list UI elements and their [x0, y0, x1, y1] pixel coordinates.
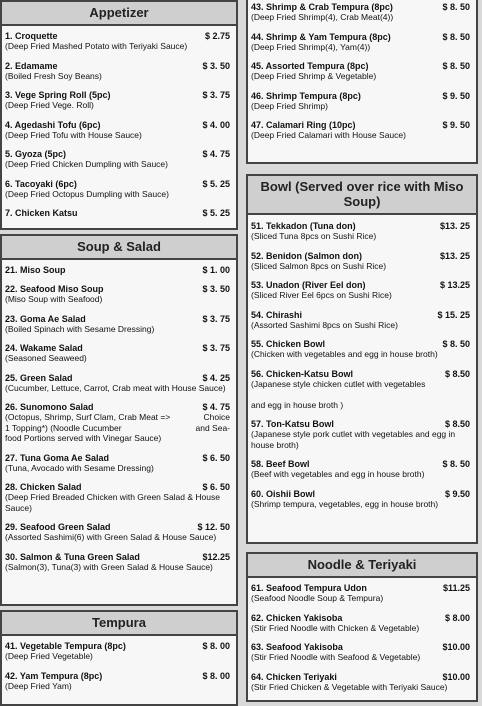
menu-item-description: and egg in house broth ): [251, 399, 344, 410]
menu-item-name: 47. Calamari Ring (10pc): [251, 120, 356, 130]
menu-item-name: 53. Unadon (River Eel don): [251, 280, 366, 290]
menu-item: [2, 265, 236, 275]
menu-item-price: $ 8. 50: [442, 31, 470, 42]
menu-item-name: 45. Assorted Tempura (8pc): [251, 61, 369, 71]
menu-item-name: 7. Chicken Katsu: [5, 208, 78, 218]
menu-item-name: 56. Chicken-Katsu Bowl: [251, 368, 354, 379]
menu-item-price: $ 15. 25: [437, 309, 470, 320]
menu-item-name: 4. Agedashi Tofu (6pc): [5, 119, 101, 130]
menu-item-description: (Deep Fried Calamari with House Sauce): [251, 130, 406, 140]
menu-item-name: 61. Seafood Tempura Udon: [251, 583, 367, 593]
menu-item-description: (Japanese style pork cutlet with vegetables and egg in house broth): [251, 429, 456, 450]
menu-item-name: 62. Chicken Yakisoba: [251, 612, 343, 623]
menu-item-price: $ 8. 50: [442, 61, 470, 71]
menu-item: [2, 343, 236, 364]
menu-item-price: $ 3. 75: [202, 313, 230, 324]
menu-item-description: (Stir Fried Noodle with Seafood & Vegetable): [251, 652, 421, 662]
menu-item-description: (Tuna, Avocado with Sesame Dressing): [5, 462, 154, 473]
menu-item: [248, 369, 476, 411]
menu-item-description-extra: and Sea-: [195, 422, 230, 433]
section-title: Appetizer: [2, 2, 236, 26]
menu-item-price: $ 8.50: [444, 368, 470, 379]
menu-item-description: (Stir Fried Noodle with Chicken & Vegetable): [251, 622, 420, 633]
menu-item: [248, 280, 476, 301]
menu-item-description: (Sliced Salmon 8pcs on Sushi Rice): [251, 260, 387, 271]
menu-item-price: $13. 25: [439, 250, 470, 261]
menu-item-price: $ 9.50: [444, 488, 470, 499]
menu-item-price: $ 13.25: [439, 280, 470, 290]
menu-item-description: (Miso Soup with Seafood): [5, 294, 103, 304]
menu-item-description: (Boiled Spinach with Sesame Dressing): [5, 323, 155, 334]
menu-item-name: 52. Benidon (Salmon don): [251, 250, 363, 261]
menu-item-name: 2. Edamame: [5, 60, 58, 71]
menu-item-price: $ 8. 50: [442, 339, 470, 349]
menu-item-description: (Stir Fried Chicken & Vegetable with Teriyaki Sauce): [251, 681, 448, 692]
menu-item-name: 58. Beef Bowl: [251, 459, 310, 469]
menu-item: [248, 251, 476, 272]
menu-item: [2, 208, 236, 218]
menu-item-description: 1 Topping*) (Noodle Cucumber: [5, 422, 122, 433]
menu-item: [2, 179, 236, 200]
menu-item-name: 27. Tuna Goma Ae Salad: [5, 452, 110, 463]
menu-item-price: $ 3. 50: [202, 284, 230, 294]
menu-item-description: (Sliced Tuna 8pcs on Sushi Rice): [251, 231, 377, 241]
menu-item-description: (Assorted Sashimi(6) with Green Salad & House Sauce): [5, 532, 217, 542]
menu-item: [248, 489, 476, 510]
menu-item-description: (Cucumber, Lettuce, Carrot, Crab meat with House Sauce): [5, 382, 226, 393]
menu-item-price: $13. 25: [439, 221, 470, 231]
menu-item-description: (Beef with vegetables and egg in house broth): [251, 469, 425, 479]
menu-item: [2, 314, 236, 335]
menu-item-price: $ 4. 00: [202, 119, 230, 130]
menu-item-price: $11.25: [442, 583, 470, 593]
menu-item-description: (Seasoned Seaweed): [5, 353, 87, 363]
menu-item: [2, 641, 236, 662]
menu-item-price: $ 8. 50: [442, 459, 470, 469]
menu-item-description: (Deep Fried Octopus Dumpling with Sauce): [5, 188, 169, 199]
bowl-section: [246, 174, 478, 544]
menu-item-description: (Octopus, Shrimp, Surf Clam, Crab Meat =>: [5, 412, 171, 422]
menu-item: [248, 2, 476, 23]
menu-item-description-extra: Choice: [203, 412, 230, 422]
menu-item-name: 25. Green Salad: [5, 372, 73, 383]
menu-item-price: $ 4. 25: [202, 372, 230, 383]
menu-item-price: $10.00: [442, 642, 470, 652]
menu-item-price: $10.00: [442, 671, 470, 682]
menu-item-price: $ 3. 75: [202, 90, 230, 100]
menu-item-name: 21. Miso Soup: [5, 265, 66, 275]
menu-item-name: 44. Shrimp & Yam Tempura (8pc): [251, 31, 391, 42]
menu-item-name: 64. Chicken Teriyaki: [251, 671, 337, 682]
menu-item-price: $ 9. 50: [442, 90, 470, 101]
menu-item-name: 43. Shrimp & Crab Tempura (8pc): [251, 2, 393, 12]
menu-item-price: $ 6. 50: [202, 452, 230, 463]
menu-item-description: (Deep Fried Tofu with House Sauce): [5, 129, 142, 140]
menu-item-price: $ 8. 00: [202, 670, 230, 681]
menu-item: [248, 583, 476, 604]
menu-item-description: (Deep Fried Vege. Roll): [5, 100, 94, 110]
menu-item-name: 3. Vege Spring Roll (5pc): [5, 90, 111, 100]
menu-item-price: $ 6. 50: [202, 482, 230, 492]
menu-item-price: $ 8.00: [444, 612, 470, 623]
menu-item-description: (Deep Fried Shrimp(4), Yam(4)): [251, 41, 371, 52]
menu-item: [248, 221, 476, 242]
menu-item: [248, 61, 476, 82]
menu-item-name: 51. Tekkadon (Tuna don): [251, 221, 356, 231]
menu-item-name: 30. Salmon & Tuna Green Salad: [5, 551, 140, 562]
menu-item: [248, 120, 476, 141]
menu-item-price: $ 3. 50: [202, 60, 230, 71]
menu-item: [2, 482, 236, 513]
menu-item-name: 42. Yam Tempura (8pc): [5, 670, 103, 681]
menu-item: [2, 402, 236, 444]
menu-item-price: $ 5. 25: [202, 208, 230, 218]
menu-item-description: (Deep Fried Mashed Potato with Teriyaki Sauce): [5, 41, 188, 51]
menu-item-price: $ 4. 75: [202, 402, 230, 412]
menu-item-description: (Assorted Sashimi 8pcs on Sushi Rice): [251, 319, 398, 330]
menu-item-name: 1. Croquette: [5, 31, 58, 41]
menu-item-price: $ 9. 50: [442, 120, 470, 130]
menu-item-description: (Chicken with vegetables and egg in house broth): [251, 349, 438, 359]
menu-item: [2, 373, 236, 394]
noodle-teriyaki-section: [246, 552, 478, 702]
menu-item: [248, 310, 476, 331]
menu-item-price: $ 8. 00: [202, 641, 230, 651]
menu-item-price: $ 5. 25: [202, 178, 230, 189]
menu-item: [248, 419, 476, 450]
menu-item-description: (Japanese style chicken cutlet with vegetables: [251, 378, 426, 389]
section-title: Tempura: [2, 612, 236, 636]
menu-item-description: (Deep Fried Chicken Dumpling with Sauce): [5, 159, 168, 169]
menu-item-name: 55. Chicken Bowl: [251, 339, 326, 349]
menu-item-description: (Deep Fried Shrimp): [251, 100, 328, 111]
menu-item: [248, 91, 476, 112]
menu-item: [2, 284, 236, 305]
menu-item-name: 24. Wakame Salad: [5, 343, 83, 353]
menu-item: [248, 339, 476, 360]
tempura-section: [0, 610, 238, 706]
menu-item-name: 26. Sunomono Salad: [5, 402, 94, 412]
menu-item: [248, 32, 476, 53]
menu-item-description: (Salmon(3), Tuna(3) with Green Salad & House Sauce): [5, 561, 213, 572]
menu-item-name: 57. Ton-Katsu Bowl: [251, 419, 334, 429]
menu-item: [248, 642, 476, 663]
menu-item: [2, 453, 236, 474]
menu-item-name: 22. Seafood Miso Soup: [5, 284, 104, 294]
section-title: Noodle & Teriyaki: [248, 554, 476, 578]
menu-item: [2, 61, 236, 82]
section-title: Soup & Salad: [2, 236, 236, 260]
menu-item-price: $ 4. 75: [202, 149, 230, 159]
menu-item-name: 5. Gyoza (5pc): [5, 149, 67, 159]
menu-item-description: (Shrimp tempura, vegetables, egg in house broth): [251, 498, 439, 509]
menu-item: [2, 149, 236, 170]
menu-item-price: $ 8.50: [444, 419, 470, 429]
menu-item: [2, 31, 236, 52]
menu-item-description: (Seafood Noodle Soup & Tempura): [251, 593, 384, 603]
menu-item-description: (Boiled Fresh Soy Beans): [5, 70, 102, 81]
menu-item-name: 63. Seafood Yakisoba: [251, 642, 343, 652]
menu-item: [2, 120, 236, 141]
menu-item-name: 54. Chirashi: [251, 309, 303, 320]
left-column: [0, 0, 238, 706]
tempura-continued-section: [246, 0, 478, 164]
menu-item-price: $ 8. 50: [442, 2, 470, 12]
menu-item-name: 41. Vegetable Tempura (8pc): [5, 641, 126, 651]
menu-item-price: $12.25: [202, 551, 230, 562]
menu-item-name: 60. Oishii Bowl: [251, 488, 316, 499]
menu-item-description: (Deep Fried Breaded Chicken with Green Salad & House Sauce): [5, 492, 220, 513]
menu-item-description: (Sliced River Eel 6pcs on Sushi Rice): [251, 290, 392, 300]
menu-item-price: $ 2.75: [204, 31, 230, 41]
menu-item-description: (Deep Fried Shrimp(4), Crab Meat(4)): [251, 12, 394, 22]
menu-item-price: $ 1. 00: [202, 265, 230, 275]
menu-item: [248, 613, 476, 634]
menu-item-description: (Deep Fried Yam): [5, 680, 72, 691]
menu-item-description: food Portions served with Vinegar Sauce): [5, 433, 162, 443]
menu-item: [2, 671, 236, 692]
menu-item-price: $ 12. 50: [197, 522, 230, 532]
menu-item-description: (Deep Fried Shrimp & Vegetable): [251, 71, 377, 81]
right-column: [246, 0, 478, 702]
appetizer-section: [0, 0, 238, 230]
menu-item: [248, 459, 476, 480]
menu-item: [248, 672, 476, 693]
section-title: Bowl (Served over rice with Miso Soup): [248, 176, 476, 215]
menu-item-name: 46. Shrimp Tempura (8pc): [251, 90, 361, 101]
soup-salad-section: [0, 234, 238, 606]
menu-item-description: [251, 389, 470, 400]
menu-item-name: 23. Goma Ae Salad: [5, 313, 86, 324]
menu-item-name: 29. Seafood Green Salad: [5, 522, 111, 532]
menu-item: [2, 522, 236, 543]
menu-item-price: $ 3. 75: [202, 343, 230, 353]
menu-item-name: 28. Chicken Salad: [5, 482, 82, 492]
menu-item-name: 6. Tacoyaki (6pc): [5, 178, 77, 189]
menu-item-description: (Deep Fried Vegetable): [5, 651, 93, 661]
menu-item: [2, 552, 236, 573]
menu-item: [2, 90, 236, 111]
